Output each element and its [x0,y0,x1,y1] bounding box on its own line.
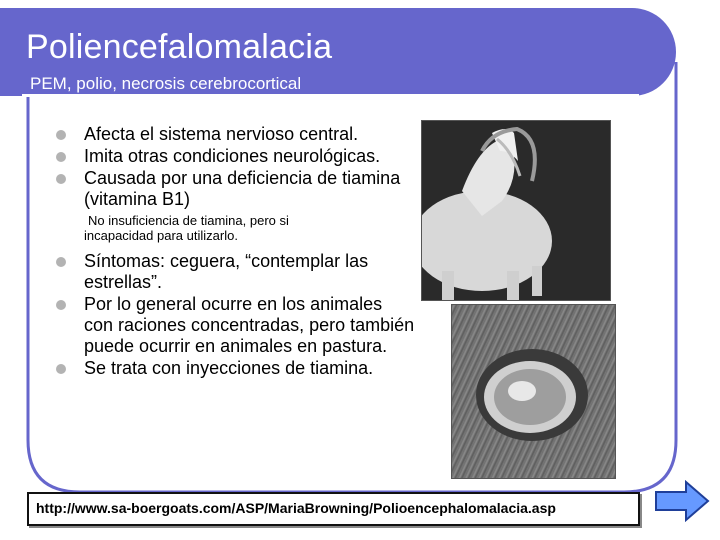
arrow-right-icon [654,480,710,522]
bullet-item: Por lo general ocurre en los animales con raciones concentradas, pero también puede ocurrir en animales en pastura. [56,294,416,357]
title-underline [22,94,639,97]
sub-note-line: No insuficiencia de tiamina, pero si [88,213,289,228]
bullet-item: Afecta el sistema nervioso central. [56,124,416,145]
eye-photo [451,304,616,479]
goat-photo [421,120,611,301]
bullet-item: Síntomas: ceguera, “contemplar las estrellas”. [56,251,416,293]
slide-title: Poliencefalomalacia [26,28,333,66]
sub-note [56,213,416,243]
bullet-item: Causada por una deficiencia de tiamina (vitamina B1) [56,168,416,210]
source-url-box[interactable] [27,492,640,526]
title-band [0,8,676,96]
slide-subtitle: PEM, polio, necrosis cerebrocortical [30,74,302,93]
sub-note-line: incapacidad para utilizarlo. [84,228,238,243]
bullet-item: Se trata con inyecciones de tiamina. [56,358,416,379]
source-url-link[interactable]: http://www.sa-boergoats.com/ASP/MariaBrowning/Polioencephalomalacia.asp [36,500,556,516]
bullet-item: Imita otras condiciones neurológicas. [56,146,416,167]
bullet-list [56,124,416,380]
next-slide-button[interactable] [654,480,710,522]
